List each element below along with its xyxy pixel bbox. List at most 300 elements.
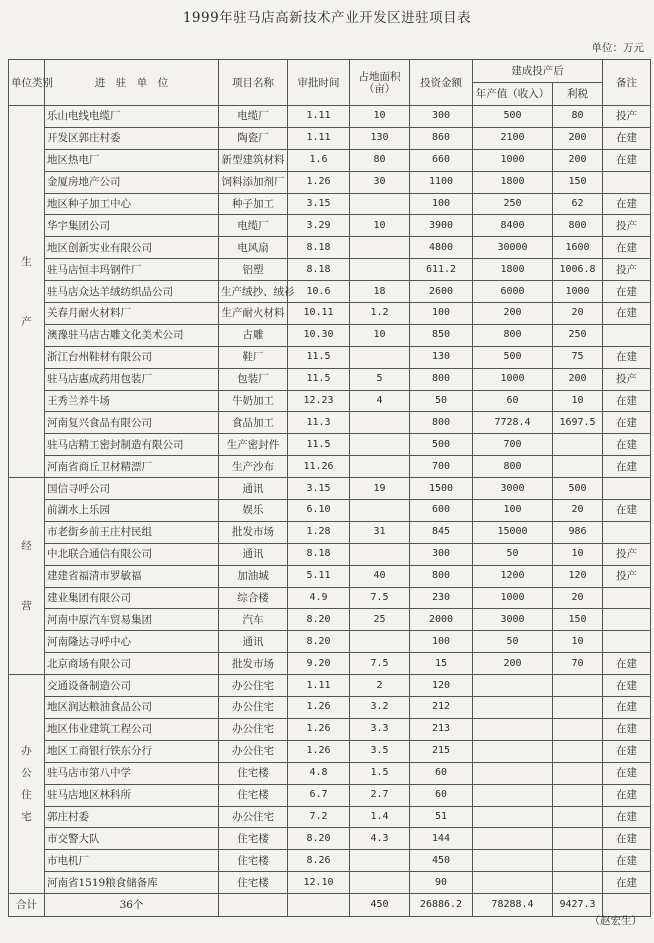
- table-row: [9, 784, 651, 806]
- table-row: [9, 215, 651, 237]
- remark-cell: 在建: [603, 149, 651, 171]
- unit-cell: 乐山电线电缆厂: [45, 106, 219, 128]
- table-row: [9, 171, 651, 193]
- investment-cell: 50: [410, 390, 473, 412]
- approval-cell: 1.26: [288, 697, 350, 719]
- investment-cell: 300: [410, 106, 473, 128]
- investment-cell: 860: [410, 127, 473, 149]
- tax-cell: [553, 872, 603, 894]
- total-approval-empty: [288, 894, 350, 917]
- project-cell: 新型建筑材料: [219, 149, 288, 171]
- remark-cell: 在建: [603, 434, 651, 456]
- approval-cell: 8.18: [288, 543, 350, 565]
- total-count: 36个: [45, 894, 219, 917]
- approval-cell: 9.20: [288, 653, 350, 675]
- area-cell: 5: [350, 368, 410, 390]
- output-cell: [473, 784, 553, 806]
- remark-cell: 在建: [603, 281, 651, 303]
- table-row: [9, 324, 651, 346]
- category-cell: [9, 675, 45, 894]
- unit-cell: 王秀兰养牛场: [45, 390, 219, 412]
- approval-cell: 8.20: [288, 631, 350, 653]
- output-cell: 30000: [473, 237, 553, 259]
- area-cell: [350, 259, 410, 281]
- project-cell: 生产耐火材料: [219, 303, 288, 325]
- unit-cell: 建业集团有限公司: [45, 587, 219, 609]
- unit-cell: 驻马店市第八中学: [45, 762, 219, 784]
- investment-cell: 600: [410, 500, 473, 522]
- total-project-empty: [219, 894, 288, 917]
- unit-cell: 驻马店恒丰玛钢件厂: [45, 259, 219, 281]
- output-cell: 6000: [473, 281, 553, 303]
- approval-cell: 1.6: [288, 149, 350, 171]
- approval-cell: 6.7: [288, 784, 350, 806]
- remark-cell: 在建: [603, 390, 651, 412]
- approval-cell: 1.28: [288, 521, 350, 543]
- remark-cell: 在建: [603, 740, 651, 762]
- project-cell: 食品加工: [219, 412, 288, 434]
- unit-cell: 河南中原汽车贸易集团: [45, 609, 219, 631]
- investment-cell: 60: [410, 784, 473, 806]
- table-row: [9, 434, 651, 456]
- unit-cell: 市交警大队: [45, 828, 219, 850]
- table-row: [9, 718, 651, 740]
- unit-cell: 市电机厂: [45, 850, 219, 872]
- approval-cell: 8.20: [288, 828, 350, 850]
- tax-cell: [553, 740, 603, 762]
- investment-cell: 1500: [410, 478, 473, 500]
- unit-cell: 建建省福清市罗敏福: [45, 565, 219, 587]
- investment-cell: 15: [410, 653, 473, 675]
- investment-cell: 51: [410, 806, 473, 828]
- tax-cell: 200: [553, 127, 603, 149]
- total-tax: 9427.3: [553, 894, 603, 917]
- approval-cell: 1.11: [288, 675, 350, 697]
- unit-cell: 交通设备制造公司: [45, 675, 219, 697]
- approval-cell: 3.29: [288, 215, 350, 237]
- project-cell: 住宅楼: [219, 872, 288, 894]
- project-cell: 生产绒抄、绒衫: [219, 281, 288, 303]
- output-cell: 700: [473, 434, 553, 456]
- project-cell: 包装厂: [219, 368, 288, 390]
- approval-cell: 11.5: [288, 346, 350, 368]
- area-cell: 7.5: [350, 653, 410, 675]
- area-cell: 18: [350, 281, 410, 303]
- investment-cell: 100: [410, 303, 473, 325]
- output-cell: 15000: [473, 521, 553, 543]
- output-cell: 50: [473, 543, 553, 565]
- output-cell: 500: [473, 346, 553, 368]
- total-investment: 26886.2: [410, 894, 473, 917]
- output-cell: 1800: [473, 259, 553, 281]
- investment-cell: 215: [410, 740, 473, 762]
- investment-cell: 850: [410, 324, 473, 346]
- remark-cell: 在建: [603, 456, 651, 478]
- table-row: [9, 303, 651, 325]
- approval-cell: 1.26: [288, 171, 350, 193]
- table-row: [9, 762, 651, 784]
- remark-cell: 在建: [603, 806, 651, 828]
- area-cell: [350, 237, 410, 259]
- area-cell: [350, 434, 410, 456]
- category-label: 生产: [21, 255, 32, 328]
- area-cell: 1.5: [350, 762, 410, 784]
- tax-cell: [553, 850, 603, 872]
- project-cell: 陶瓷厂: [219, 127, 288, 149]
- remark-cell: [603, 609, 651, 631]
- tax-cell: 20: [553, 303, 603, 325]
- area-cell: [350, 346, 410, 368]
- investment-cell: 2000: [410, 609, 473, 631]
- approval-cell: 10.30: [288, 324, 350, 346]
- project-cell: 批发市场: [219, 653, 288, 675]
- project-cell: 办公住宅: [219, 740, 288, 762]
- table-body: [9, 106, 651, 894]
- tax-cell: 150: [553, 171, 603, 193]
- area-cell: [350, 456, 410, 478]
- area-cell: [350, 850, 410, 872]
- investment-cell: 845: [410, 521, 473, 543]
- tax-cell: [553, 828, 603, 850]
- area-cell: [350, 543, 410, 565]
- remark-cell: [603, 631, 651, 653]
- unit-cell: 国信寻呼公司: [45, 478, 219, 500]
- area-cell: 7.5: [350, 587, 410, 609]
- remark-cell: 在建: [603, 828, 651, 850]
- output-cell: 1000: [473, 587, 553, 609]
- tax-cell: [553, 718, 603, 740]
- table-row: [9, 106, 651, 128]
- table-row: [9, 193, 651, 215]
- project-cell: 批发市场: [219, 521, 288, 543]
- unit-cell: 华宇集团公司: [45, 215, 219, 237]
- table-row: [9, 127, 651, 149]
- unit-cell: 开发区郭庄村委: [45, 127, 219, 149]
- output-cell: 3000: [473, 609, 553, 631]
- approval-cell: 11.5: [288, 434, 350, 456]
- table-row: [9, 521, 651, 543]
- header-remark: 备注: [603, 60, 651, 106]
- approval-cell: 1.26: [288, 740, 350, 762]
- remark-cell: 在建: [603, 872, 651, 894]
- output-cell: 1800: [473, 171, 553, 193]
- investment-cell: 2600: [410, 281, 473, 303]
- output-cell: [473, 740, 553, 762]
- approval-cell: 10.6: [288, 281, 350, 303]
- project-cell: 生产沙布: [219, 456, 288, 478]
- approval-cell: 8.18: [288, 259, 350, 281]
- project-table: [8, 59, 651, 917]
- tax-cell: 62: [553, 193, 603, 215]
- investment-cell: 213: [410, 718, 473, 740]
- table-row: [9, 478, 651, 500]
- output-cell: 100: [473, 500, 553, 522]
- investment-cell: 800: [410, 368, 473, 390]
- header-unit: 进 驻 单 位: [45, 60, 219, 106]
- remark-cell: 在建: [603, 237, 651, 259]
- tax-cell: 10: [553, 390, 603, 412]
- unit-cell: 前湖水上乐园: [45, 500, 219, 522]
- unit-cell: 金厦房地产公司: [45, 171, 219, 193]
- area-cell: 4: [350, 390, 410, 412]
- project-cell: 牛奶加工: [219, 390, 288, 412]
- tax-cell: 10: [553, 631, 603, 653]
- unit-cell: 浙江台州鞋材有限公司: [45, 346, 219, 368]
- table-row: [9, 675, 651, 697]
- project-cell: 通讯: [219, 631, 288, 653]
- approval-cell: 12.23: [288, 390, 350, 412]
- table-row: [9, 631, 651, 653]
- remark-cell: [603, 521, 651, 543]
- category-label: 经营: [21, 540, 32, 613]
- output-cell: 200: [473, 303, 553, 325]
- investment-cell: 300: [410, 543, 473, 565]
- area-cell: 3.5: [350, 740, 410, 762]
- approval-cell: 8.20: [288, 609, 350, 631]
- tax-cell: 250: [553, 324, 603, 346]
- unit-note: 单位：万元: [591, 42, 644, 54]
- output-cell: 1000: [473, 149, 553, 171]
- tax-cell: 150: [553, 609, 603, 631]
- total-row: [9, 894, 651, 917]
- area-cell: 4.3: [350, 828, 410, 850]
- unit-cell: 地区工商银行铁东分行: [45, 740, 219, 762]
- tax-cell: 200: [553, 368, 603, 390]
- header-tax: 利税: [553, 83, 603, 106]
- remark-cell: 在建: [603, 697, 651, 719]
- approval-cell: 4.8: [288, 762, 350, 784]
- table-row: [9, 697, 651, 719]
- unit-cell: 地区创新实业有限公司: [45, 237, 219, 259]
- investment-cell: 1100: [410, 171, 473, 193]
- output-cell: 1200: [473, 565, 553, 587]
- tax-cell: [553, 762, 603, 784]
- unit-cell: 驻马店地区林科所: [45, 784, 219, 806]
- project-cell: 生产密封件: [219, 434, 288, 456]
- header-area: 占地面积（亩）: [350, 60, 410, 106]
- table-row: [9, 346, 651, 368]
- tax-cell: [553, 784, 603, 806]
- table-row: [9, 806, 651, 828]
- tax-cell: [553, 456, 603, 478]
- output-cell: 800: [473, 456, 553, 478]
- project-cell: 住宅楼: [219, 850, 288, 872]
- tax-cell: 10: [553, 543, 603, 565]
- area-cell: 1.4: [350, 806, 410, 828]
- tax-cell: [553, 675, 603, 697]
- unit-cell: 中北联合通信有限公司: [45, 543, 219, 565]
- category-cell: [9, 478, 45, 675]
- table-row: [9, 368, 651, 390]
- investment-cell: 230: [410, 587, 473, 609]
- investment-cell: 144: [410, 828, 473, 850]
- area-cell: [350, 500, 410, 522]
- investment-cell: 800: [410, 412, 473, 434]
- area-cell: 10: [350, 106, 410, 128]
- table-row: [9, 872, 651, 894]
- unit-cell: 河南省商丘卫材精漂厂: [45, 456, 219, 478]
- tax-cell: 1006.8: [553, 259, 603, 281]
- approval-cell: 11.3: [288, 412, 350, 434]
- approval-cell: 4.9: [288, 587, 350, 609]
- header-completion: 建成投产后: [473, 60, 603, 83]
- approval-cell: 8.18: [288, 237, 350, 259]
- area-cell: 10: [350, 215, 410, 237]
- project-cell: 娱乐: [219, 500, 288, 522]
- investment-cell: 700: [410, 456, 473, 478]
- table-row: [9, 609, 651, 631]
- area-cell: 3.2: [350, 697, 410, 719]
- area-cell: 130: [350, 127, 410, 149]
- area-cell: 31: [350, 521, 410, 543]
- unit-cell: 河南复兴食品有限公司: [45, 412, 219, 434]
- investment-cell: 611.2: [410, 259, 473, 281]
- header-category: 单位类别: [9, 60, 45, 106]
- remark-cell: 在建: [603, 303, 651, 325]
- approval-cell: 8.26: [288, 850, 350, 872]
- remark-cell: 在建: [603, 784, 651, 806]
- unit-cell: 驻马店惠成药用包装厂: [45, 368, 219, 390]
- total-output: 78288.4: [473, 894, 553, 917]
- table-row: [9, 456, 651, 478]
- table-row: [9, 850, 651, 872]
- output-cell: [473, 828, 553, 850]
- area-cell: 2: [350, 675, 410, 697]
- project-cell: 办公住宅: [219, 718, 288, 740]
- remark-cell: 在建: [603, 762, 651, 784]
- approval-cell: 7.2: [288, 806, 350, 828]
- remark-cell: 在建: [603, 412, 651, 434]
- remark-cell: 在建: [603, 675, 651, 697]
- project-cell: 鞋厂: [219, 346, 288, 368]
- approval-cell: 12.10: [288, 872, 350, 894]
- approval-cell: 11.26: [288, 456, 350, 478]
- investment-cell: 4800: [410, 237, 473, 259]
- remark-cell: 在建: [603, 500, 651, 522]
- table-row: [9, 653, 651, 675]
- investment-cell: 130: [410, 346, 473, 368]
- table-header: [9, 60, 651, 106]
- remark-cell: 投产: [603, 215, 651, 237]
- project-cell: 住宅楼: [219, 762, 288, 784]
- investment-cell: 450: [410, 850, 473, 872]
- output-cell: 250: [473, 193, 553, 215]
- output-cell: [473, 675, 553, 697]
- output-cell: [473, 806, 553, 828]
- unit-cell: 驻马店精工密封制造有限公司: [45, 434, 219, 456]
- project-cell: 综合楼: [219, 587, 288, 609]
- remark-cell: 在建: [603, 718, 651, 740]
- area-cell: [350, 193, 410, 215]
- approval-cell: 1.11: [288, 106, 350, 128]
- tax-cell: [553, 434, 603, 456]
- unit-cell: 河南隆达寻呼中心: [45, 631, 219, 653]
- tax-cell: 20: [553, 500, 603, 522]
- investment-cell: 500: [410, 434, 473, 456]
- area-cell: 40: [350, 565, 410, 587]
- project-cell: 加油城: [219, 565, 288, 587]
- project-cell: 办公住宅: [219, 806, 288, 828]
- area-cell: 10: [350, 324, 410, 346]
- table-row: [9, 259, 651, 281]
- investment-cell: 60: [410, 762, 473, 784]
- investment-cell: 100: [410, 631, 473, 653]
- approval-cell: 3.15: [288, 478, 350, 500]
- area-cell: [350, 872, 410, 894]
- area-cell: 19: [350, 478, 410, 500]
- output-cell: 500: [473, 106, 553, 128]
- investment-cell: 90: [410, 872, 473, 894]
- output-cell: 2100: [473, 127, 553, 149]
- tax-cell: 500: [553, 478, 603, 500]
- author-credit: （赵宏生）: [589, 915, 642, 927]
- output-cell: 800: [473, 324, 553, 346]
- tax-cell: 75: [553, 346, 603, 368]
- tax-cell: 1600: [553, 237, 603, 259]
- remark-cell: 在建: [603, 346, 651, 368]
- table-row: [9, 740, 651, 762]
- output-cell: 200: [473, 653, 553, 675]
- unit-cell: 地区种子加工中心: [45, 193, 219, 215]
- remark-cell: 在建: [603, 653, 651, 675]
- output-cell: 60: [473, 390, 553, 412]
- investment-cell: 100: [410, 193, 473, 215]
- project-cell: 古雕: [219, 324, 288, 346]
- investment-cell: 3900: [410, 215, 473, 237]
- tax-cell: 20: [553, 587, 603, 609]
- table-row: [9, 390, 651, 412]
- remark-cell: 在建: [603, 850, 651, 872]
- remark-cell: 投产: [603, 368, 651, 390]
- unit-cell: 地区伟业建筑工程公司: [45, 718, 219, 740]
- output-cell: [473, 872, 553, 894]
- remark-cell: 投产: [603, 106, 651, 128]
- output-cell: [473, 697, 553, 719]
- approval-cell: 1.26: [288, 718, 350, 740]
- approval-cell: 10.11: [288, 303, 350, 325]
- table-row: [9, 237, 651, 259]
- header-investment: 投资金额: [410, 60, 473, 106]
- area-cell: 2.7: [350, 784, 410, 806]
- remark-cell: 投产: [603, 543, 651, 565]
- header-output: 年产值（收入）: [473, 83, 553, 106]
- output-cell: [473, 850, 553, 872]
- table-footer: [9, 894, 651, 917]
- area-cell: [350, 412, 410, 434]
- unit-cell: 郭庄村委: [45, 806, 219, 828]
- approval-cell: 3.15: [288, 193, 350, 215]
- area-cell: 80: [350, 149, 410, 171]
- unit-cell: 市老街乡前王庄村民组: [45, 521, 219, 543]
- project-cell: 住宅楼: [219, 784, 288, 806]
- remark-cell: 在建: [603, 193, 651, 215]
- unit-cell: 地区润达粮油食品公司: [45, 697, 219, 719]
- tax-cell: 1697.5: [553, 412, 603, 434]
- unit-cell: 关春月耐火材料厂: [45, 303, 219, 325]
- area-cell: 1.2: [350, 303, 410, 325]
- approval-cell: 1.11: [288, 127, 350, 149]
- project-cell: 住宅楼: [219, 828, 288, 850]
- tax-cell: 200: [553, 149, 603, 171]
- table-row: [9, 828, 651, 850]
- remark-cell: [603, 478, 651, 500]
- output-cell: 50: [473, 631, 553, 653]
- unit-cell: 北京商场有限公司: [45, 653, 219, 675]
- remark-cell: 在建: [603, 127, 651, 149]
- category-cell: [9, 106, 45, 478]
- investment-cell: 800: [410, 565, 473, 587]
- table-row: [9, 149, 651, 171]
